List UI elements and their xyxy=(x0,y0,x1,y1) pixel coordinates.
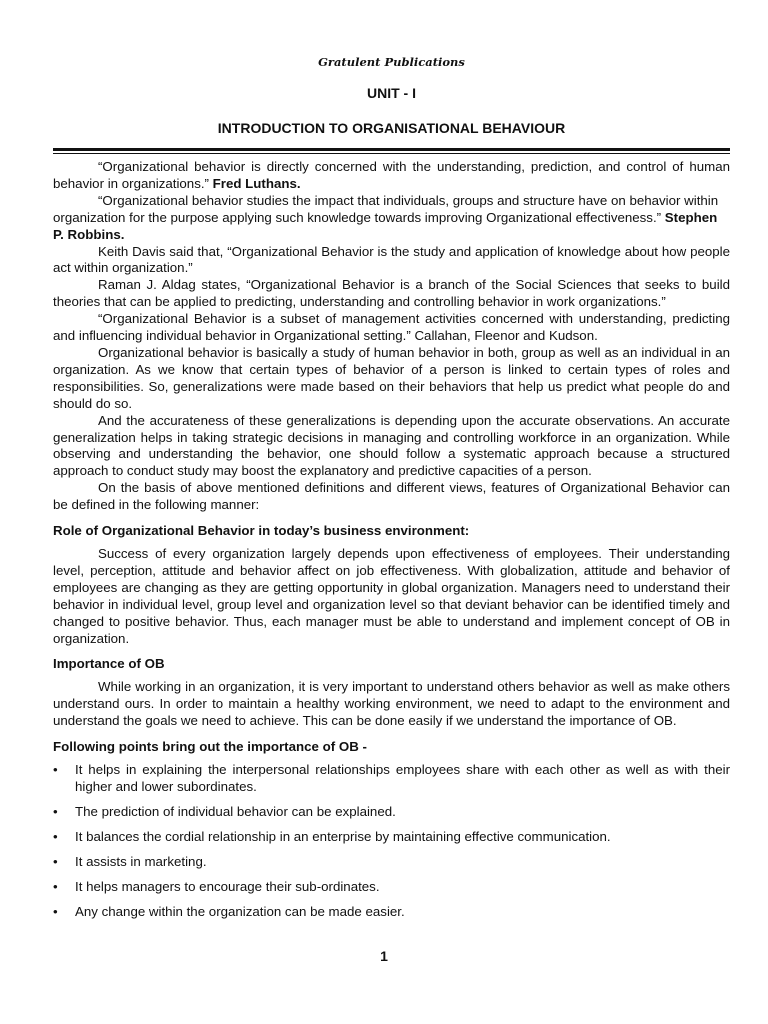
definition-author: Stephen P. Robbins. xyxy=(53,209,718,242)
list-item: • It helps in explaining the interpersonal relationships employees share with each other as well as with their higher and lower subordinates. xyxy=(53,762,730,795)
importance-points-list xyxy=(53,762,730,920)
points-heading: Following points bring out the importance of OB - xyxy=(53,739,367,755)
unit-label: UNIT - I xyxy=(367,85,416,101)
bullet-icon: • xyxy=(53,878,58,894)
bullet-icon: • xyxy=(53,853,58,869)
definition-paragraph: “Organizational Behavior is a subset of management activities concerned with understanding, predicting and influencing individual behavior in Organizational setting.” Callahan, Fleenor and Kudson. xyxy=(53,311,730,344)
bullet-icon: • xyxy=(53,828,58,844)
definition-paragraph: On the basis of above mentioned definitions and different views, features of Organizational Behavior can be defined in the following manner: xyxy=(53,480,730,513)
definition-paragraph: Raman J. Aldag states, “Organizational Behavior is a branch of the Social Sciences that seeks to build theories that can be applied to predicting, understanding and controlling behavior in work organizations.” xyxy=(53,277,730,310)
definition-paragraph: And the accurateness of these generalizations is depending upon the accurate observations. An accurate generalization helps in taking strategic decisions in managing and controlling workforce in an organization. While observing and understanding the behavior, one should follow a systematic approach because a structured approach to conduct study may boost the explanatory and predictive capacities of a person. xyxy=(53,412,730,479)
definition-paragraph: Organizational behavior is basically a study of human behavior in both, group as well as an individual in an organization. As we know that certain types of behavior of a person is linked to certain types of roles and responsibilities. So, generalizations were made based on their behaviors that help us predict what people do and should do so. xyxy=(53,344,730,411)
list-item: • It balances the cordial relationship in an enterprise by maintaining effective communication. xyxy=(53,828,611,844)
title-rule-thin xyxy=(53,153,730,154)
title-rule-thick xyxy=(53,148,730,151)
definition-paragraph: “Organizational behavior is directly concerned with the understanding, prediction, and control of human behavior in organizations.” Fred Luthans. xyxy=(53,159,730,191)
document-page xyxy=(53,54,730,929)
list-item: • Any change within the organization can be made easier. xyxy=(53,903,405,919)
importance-heading: Importance of OB xyxy=(53,656,165,672)
list-item: • The prediction of individual behavior can be explained. xyxy=(53,804,396,819)
definition-paragraph: Keith Davis said that, “Organizational Behavior is the study and application of knowledge about how people act within organization.” xyxy=(53,243,730,276)
definition-paragraph: “Organizational behavior studies the impact that individuals, groups and structure have on behavior within organization for the purpose applying such knowledge towards improving Organizational effectiveness.” Stephen P. Robbins. xyxy=(53,192,719,242)
bullet-icon: • xyxy=(53,903,58,919)
chapter-title: INTRODUCTION TO ORGANISATIONAL BEHAVIOUR xyxy=(217,120,566,136)
page-number: 1 xyxy=(380,948,388,964)
definitions-block xyxy=(53,159,730,514)
bullet-icon: • xyxy=(53,804,58,819)
role-heading: Role of Organizational Behavior in today’s business environment: xyxy=(53,523,470,539)
bullet-icon: • xyxy=(53,762,58,778)
list-item: • It helps managers to encourage their sub-ordinates. xyxy=(53,878,380,894)
publisher-name: Gratulent Publications xyxy=(318,55,465,69)
role-paragraph: Success of every organization largely depends upon effectiveness of employees. Their understanding level, perception, attitude and behavior affect on job effectiveness. With globalization, attitude and behavior of employees are changing as they are getting opportunity in global organization. Managers need to understand their behavior in individual level, group level and organization level so that deviant behavior can be identified timely and changed to positive behavior. Thus, each manager must be able to understand and implement concept of OB in organization. xyxy=(53,546,730,646)
list-item: • It assists in marketing. xyxy=(53,853,207,869)
importance-paragraph: While working in an organization, it is very important to understand others behavior as well as make others understand ours. In order to maintain a healthy working environment, we need to adapt to the environment and understand the goals we need to achieve. This can be done easily if we understand the importance of OB. xyxy=(53,679,730,729)
definition-author: Fred Luthans. xyxy=(212,175,301,191)
